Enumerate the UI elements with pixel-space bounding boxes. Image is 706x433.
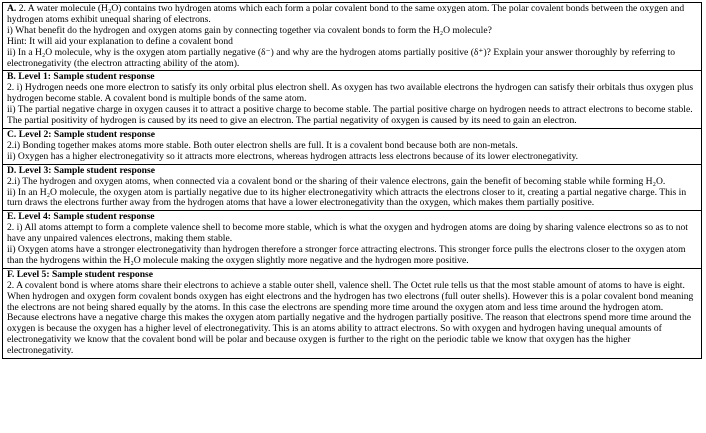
question-hint: Hint: It will aid your explanation to define a covalent bond — [7, 35, 233, 47]
level-3-section — [3, 164, 701, 211]
level-4-answer-i: 2. i) All atoms attempt to form a complete valence shell to become more stable, which is what the oxygen and hydrogen atoms are doing by sharing valence electrons so as to not have any unpaired valences electrons, making them stable. — [7, 222, 688, 245]
level-2-heading: C. Level 2: Sample student response — [7, 128, 155, 140]
level-5-section — [3, 268, 701, 358]
response-table — [2, 2, 702, 359]
level-4-heading: E. Level 4: Sample student response — [7, 211, 155, 223]
level-2-section — [3, 128, 701, 164]
level-1-answer-ii: ii) The partial negative charge in oxygen causes it to attract a positive charge to become stable. The partial positive charge on hydrogen needs to attract electrons to become stable. The partial positivity of hydrogen is caused by its need to give an electron. The partial negativity of oxygen is caused by its need to gain an electron. — [7, 104, 693, 127]
question-intro-text: 2. A water molecule (H₂O) contains two hydrogen atoms which each form a polar covalent bond to the same oxygen atom. The polar covalent bonds between the oxygen and hydrogen atoms exhibit unequal sharing of electrons. — [7, 3, 685, 25]
level-3-heading: D. Level 3: Sample student response — [7, 164, 155, 176]
level-4-section — [3, 210, 701, 268]
level-4-answer-ii: ii) Oxygen atoms have a stronger electronegativity than hydrogen therefore a stronger force attracting electrons. This stronger force pulls the electrons closer to the oxygen atom than the hydrogens within the H₂O molecule making the oxygen slightly more negative and the hydrogen more positive. — [7, 244, 686, 266]
level-2-answer-ii: ii) Oxygen has a higher electronegativity so it attracts more electrons, whereas hydrogen attracts less electrons because of its lower electronegativity. — [7, 150, 579, 162]
level-3-answer-i: 2.i) The hydrogen and oxygen atoms, when connected via a covalent bond or the sharing of their valence electrons, gain the benefit of becoming stable while forming H₂O. — [7, 175, 666, 187]
level-5-heading: F. Level 5: Sample student response — [7, 268, 154, 280]
level-3-answer-ii: ii) In an H₂O molecule, the oxygen atom is partially negative due to its higher electronegativity which attracts the electrons closer to it, creating a partial negative charge. This in turn draws the electrons further away from the hydrogen atoms that have a lower electronegativity than the oxygen, which makes them partially positive. — [7, 186, 687, 209]
level-1-section — [3, 70, 701, 128]
question-section — [3, 3, 701, 70]
question-label: A. — [7, 3, 17, 14]
level-1-heading: B. Level 1: Sample student response — [7, 71, 155, 83]
question-intro — [7, 4, 697, 26]
level-1-answer-i: 2. i) Hydrogen needs one more electron to satisfy its only orbital plus electron shell. As oxygen has two available electrons the hydrogen can satisfy their orbitals thus oxygen plus hydrogen become stable. A covalent bond is multiple bonds of the same atom. — [7, 82, 694, 105]
question-part-ii: ii) In a H₂O molecule, why is the oxygen atom partially negative (δ⁻) and why are the hydrogen atoms partially positive (δ⁺)? Explain your answer thoroughly by referring to electronegativity (the electron attracting ability of the atom). — [7, 46, 676, 69]
level-5-answer: 2. A covalent bond is where atoms share their electrons to achieve a stable outer shell, valence shell. The Octet rule tells us that the most stable amount of atoms to have is eight. When hydrogen and oxygen form covalent bonds oxygen has eight electrons and the hydrogen has two electrons (full outer shells). However this is a polar covalent bond meaning the electrons are not being shared equally by the atoms. In this case the electrons are spending more time around the oxygen atom and less time around the hydrogen atom. Because electrons have a negative charge this makes the oxygen atom partially negative and the hydrogen partially positive. The reason that electrons spend more time around the oxygen is because the oxygen has a higher level of electronegativity. This is an atoms ability to attract electrons. So with oxygen and hydrogen having unequal amounts of electronegativity we know that the covalent bond will be polar and because oxygen is further to the right on the periodic table we know that oxygen has the higher electronegativity. — [7, 279, 694, 357]
level-2-answer-i: 2.i) Bonding together makes atoms more stable. Both outer electron shells are full. It is a covalent bond because both are non-metals. — [7, 139, 518, 151]
question-part-i: i) What benefit do the hydrogen and oxygen atoms gain by connecting together via covalent bonds to form the H₂O molecule? — [7, 24, 492, 36]
